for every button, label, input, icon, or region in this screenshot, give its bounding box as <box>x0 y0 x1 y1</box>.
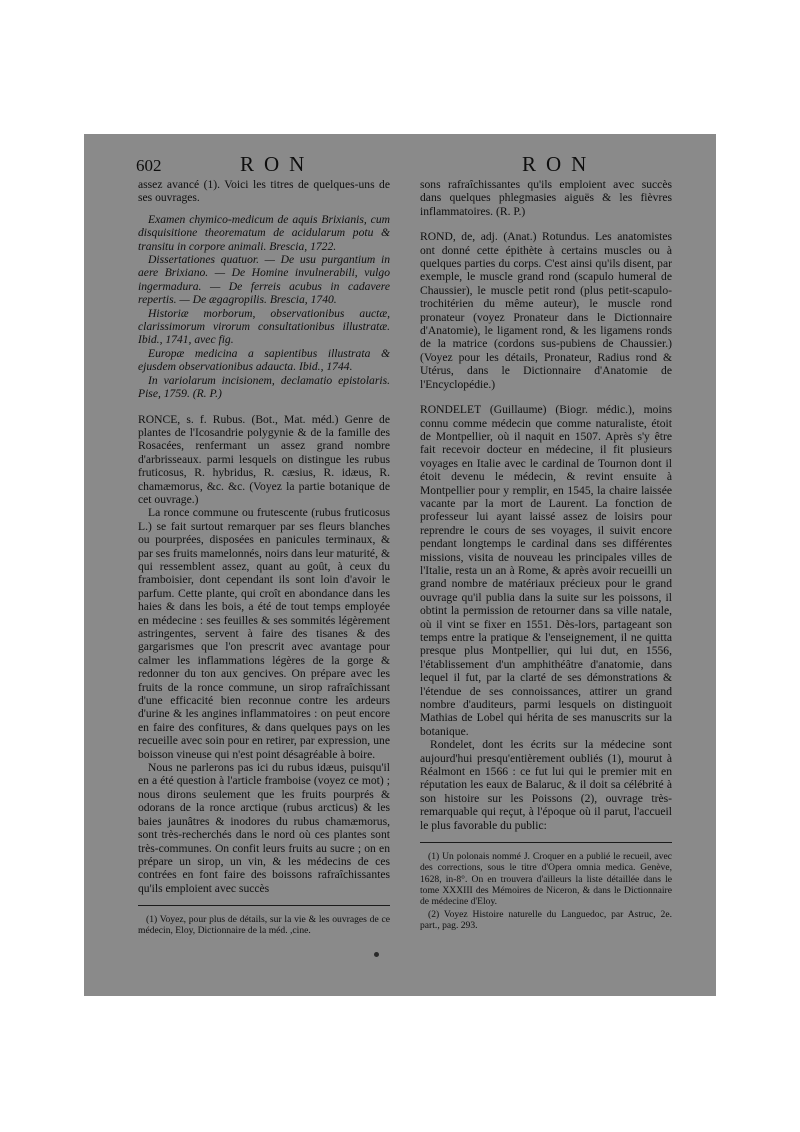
footnote-rule <box>138 905 390 906</box>
bibliography-entry: Dissertationes quatuor. — De usu purgantium in aere Brixiano. — De Homine invulnerabili, vulgo ingermadura. — De ferreis acubus in cadavere repertis. — De ægagropilis. Brescia, 1740. <box>138 253 390 307</box>
page-number: 602 <box>136 156 162 175</box>
footnote: (2) Voyez Histoire naturelle du Languedoc, par Astruc, 2e. part., pag. 293. <box>420 909 672 932</box>
paragraph: La ronce commune ou frutescente (rubus fruticosus L.) se fait surtout remarquer par ses fleurs blanches ou pourprées, disposées en panicules terminaux, & par ses fruits mamelonnés, noirs dans leur maturité, & qui ressemblent assez, quant au goût, à ceux du framboisier, dont cependant ils sont loin d'avoir le parfum. Cette plante, qui croît en abondance dans les haies & dans les bois, a été de tout temps employée en médecine : ses feuilles & ses sommités légèrement astringentes, servent à faire des tisanes & des gargarismes que l'on prescrit avec avantage pour calmer les inflammations légères de la gorge & redonner du ton aux gencives. On prépare avec les fruits de la ronce commune, un sirop rafraîchissant d'une efficacité bien reconnue contre les ardeurs d'urine & les angines inflammatoires : on peut encore en faire des confitures, & dans quelques pays on les recueille avec soin pour en retirer, par expression, une boisson vineuse qui n'est point désagréable à boire. <box>138 506 390 761</box>
entry-ronce: RONCE, s. f. Rubus. (Bot., Mat. méd.) Genre de plantes de l'Icosandrie polygynie & de la famille des Rosacées, renfermant un assez grand nombre d'arbrisseaux. parmi lesquels on distingue les rubus fruticosus, R. hybridus, R. cæsius, R. idæus, R. chamæmorus, &c. &c. (Voyez la partie botanique de cet ouvrage.) <box>138 412 390 506</box>
bibliography-entry: Examen chymico-medicum de aquis Brixianis, cum disquisitione theorematum de acidularum potu & transitu in corpore animali. Brescia, 1722. <box>138 212 390 253</box>
left-column <box>138 178 390 939</box>
document-page <box>84 134 716 996</box>
paragraph: Rondelet, dont les écrits sur la médecine sont aujourd'hui presqu'entièrement oubliés (1), mourut à Réalmont en 1566 : ce fut lui qui le premier mit en réputation les eaux de Balaruc, & il doit sa célébrité à son histoire sur les Poissons (2), ouvrage très-remarquable qui reçut, à l'époque où il parut, l'accueil le plus favorable du public: <box>420 738 672 832</box>
footnote: (1) Un polonais nommé J. Croquer en a publié le recueil, avec des corrections, sous le titre d'Opera omnia medica. Genève, 1628, in-8°. On en trouvera d'ailleurs la liste détaillée dans le tome XXXIII des Mémoires de Niceron, & dans le Dictionnaire de médecine d'Eloy. <box>420 851 672 907</box>
footnote: (1) Voyez, pour plus de détails, sur la vie & les ouvrages de ce médecin, Eloy, Dictionnaire de la méd. ,cine. <box>138 914 390 937</box>
footnote-rule <box>420 842 672 843</box>
paragraph: Nous ne parlerons pas ici du rubus idæus, puisqu'il en a été question à l'article framboise (voyez ce mot) ; nous dirons seulement que les fruits pourprés & odorans de la ronce arctique (rubus arcticus) & les baies jaunâtres & inodores du rubus chamæmorus, sont très-recherchés dans le nord où ces plantes sont très-communes. On confit leurs fruits au sucre ; on en prépare un sirop, un vin, & les médecins de ces contrées en font faire des boissons rafraîchissantes qu'ils emploient avec succès <box>138 761 390 895</box>
right-column <box>420 178 672 934</box>
footnotes <box>138 914 390 936</box>
entry-rondelet: RONDELET (Guillaume) (Biogr. médic.), moins connu comme médecin que comme naturaliste, étoit de Montpellier, où il naquit en 1507. Après s'y être fait recevoir docteur en médecine, il fit plusieurs voyages en Italie avec le cardinal de Tournon dont il étoit devenu le médecin, & revint ensuite à Montpellier pour y remplir, en 1545, la chaire laissée vacante par la mort de Laurent. La fonction de professeur lui ayant laissé assez de loisirs pour reprendre le cours de ses voyages, il suivit encore pendant longtemps le cardinal dans ses différentes missions, visita de nouveau les principales villes de l'Italie, resta un an à Rome, & après avoir recueilli un grand nombre de matériaux précieux pour le grand ouvrage qu'il publia dans la suite sur les poissons, il obtint la permission de retourner dans sa ville natale, où il vint se fixer en 1551. Dès-lors, partageant son temps entre la pratique & l'enseignement, il ne quitta presque plus Montpellier, qui lui dut, en 1556, l'établissement d'un amphithéâtre d'anatomie, dans lequel il fut, par la clarté de ses démonstrations & l'étendue de ses connoissances, attirer un grand nombre d'auditeurs, parmi lesquels on distinguoit Mathias de Lobel qui hérita de ses manuscrits sur la botanique. <box>420 403 672 738</box>
footnotes <box>420 851 672 931</box>
running-head-left: RON <box>240 152 315 176</box>
bibliography-entry: Europæ medicina a sapientibus illustrata & ejusdem observationibus adaucta. Ibid., 1744. <box>138 346 390 374</box>
page-mark <box>374 952 379 957</box>
bibliography-entry: Historiæ morborum, observationibus auctæ, clarissimorum virorum consultationibus illustratæ. Ibid., 1741, avec fig. <box>138 306 390 347</box>
paragraph: sons rafraîchissantes qu'ils emploient avec succès dans quelques phlegmasies aiguës & les fièvres inflammatoires. (R. P.) <box>420 178 672 218</box>
bibliography-entry: In variolarum incisionem, declamatio epistolaris. Pise, 1759. (R. P.) <box>138 373 390 401</box>
running-head-right: RON <box>522 152 597 176</box>
entry-rond: ROND, de, adj. (Anat.) Rotundus. Les anatomistes ont donné cette épithète à certains muscles ou à quelques parties du corps. C'est ainsi qu'ils disent, par exemple, le muscle grand rond (scapulo humeral de Chaussier), le muscle petit rond (plus petit-scapulo-trochitérien du même auteur), le muscle rond pronateur (voyez Pronateur dans le Dictionnaire d'Anatomie), le ligament rond, & les ligamens ronds de la matrice (cordons sus-pubiens de Chaussier.) (Voyez pour les détails, Pronateur, Radius rond & Utérus, dans le Dictionnaire d'Anatomie de l'Encyclopédie.) <box>420 230 672 391</box>
paragraph: assez avancé (1). Voici les titres de quelques-uns de ses ouvrages. <box>138 178 390 205</box>
